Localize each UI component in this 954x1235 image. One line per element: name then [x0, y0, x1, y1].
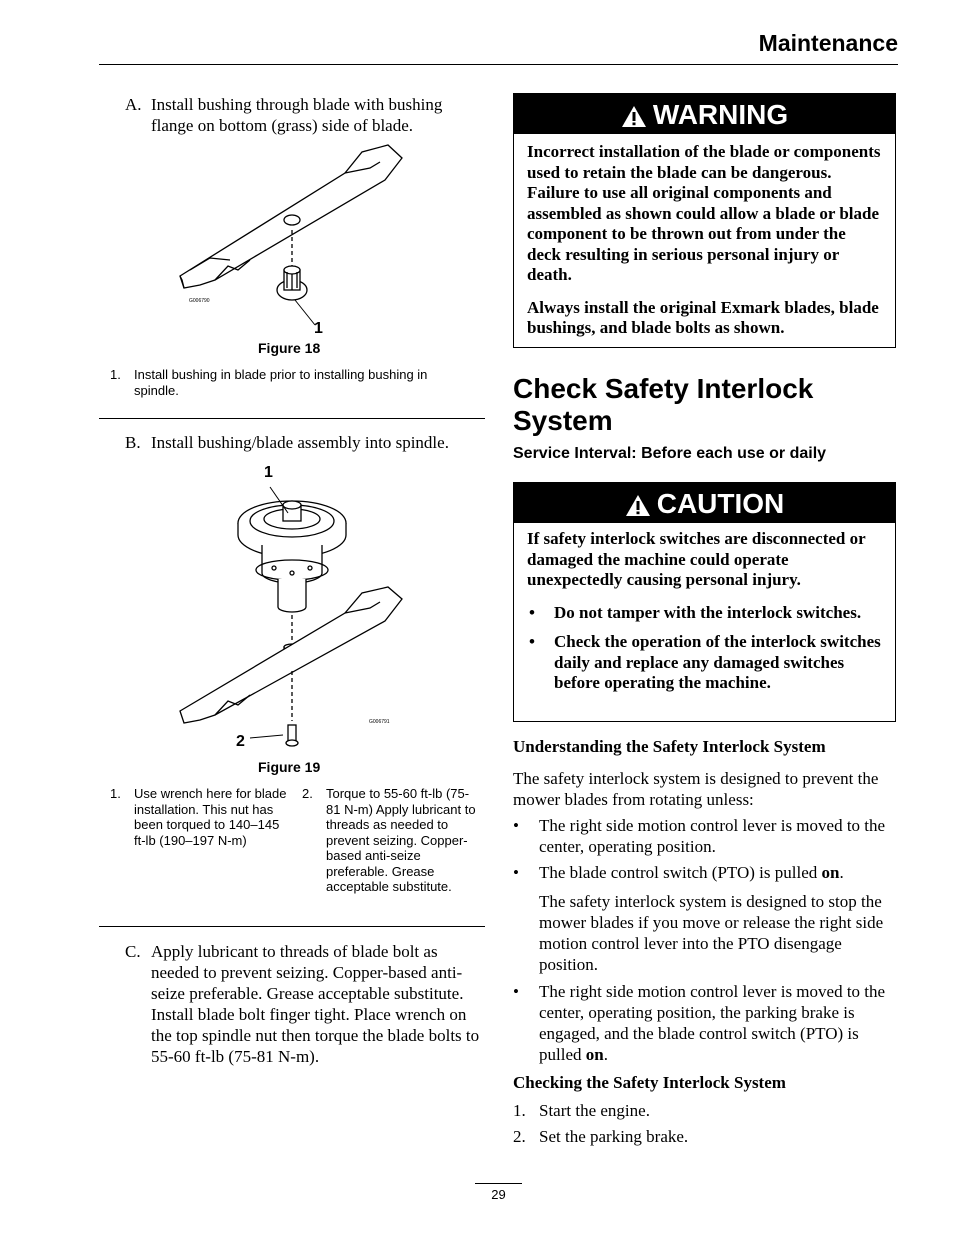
- warning-paragraph: Incorrect installation of the blade or components used to retain the blade can be dangerous. Failure to use all original components and assembled as shown could allow a blade or blade component to be thrown out from under the deck resulting in serious personal injury or death.: [527, 142, 881, 284]
- interlock-bullet-text: [539, 862, 899, 883]
- caution-triangle-icon: [625, 494, 651, 517]
- warning-box: [513, 93, 896, 348]
- step-number: 1.: [513, 1101, 526, 1120]
- step-text: Set the parking brake.: [539, 1127, 689, 1146]
- figure-19-callout-2: 2: [236, 733, 245, 750]
- figure-19-code: G006791: [369, 719, 390, 725]
- figure-19-caption: Figure 19: [258, 759, 321, 775]
- note-text: Use wrench here for blade installation. This nut has been torqued to 140–145 ft-lb (190–197 N-m): [134, 786, 287, 848]
- section-header: Maintenance: [758, 30, 898, 56]
- bullet-dot: •: [513, 982, 519, 1001]
- note-text: Install bushing in blade prior to installing bushing in spindle.: [134, 367, 428, 398]
- interlock-bullet-3: [513, 981, 899, 1065]
- step-a-text: Install bushing through blade with bushing flange on bottom (grass) side of blade.: [151, 95, 443, 135]
- understanding-intro: The safety interlock system is designed to prevent the mower blades from rotating unless:: [513, 769, 879, 809]
- figure-18-caption: Figure 18: [258, 340, 321, 356]
- caution-intro: If safety interlock switches are disconnected or damaged the machine could operate unexpectedly causing personal injury.: [527, 529, 866, 589]
- text-part: .: [839, 863, 844, 882]
- page-number: 29: [491, 1187, 506, 1202]
- note-text: Torque to 55-60 ft-lb (75-81 N-m) Apply lubricant to threads as needed to prevent seizing. Copper-based anti-seize preferable. Grease acceptable substitute.: [326, 786, 476, 894]
- figure-18-callout-1: 1: [314, 320, 323, 337]
- interlock-bullet-text: [539, 981, 899, 1065]
- warning-triangle-icon: [621, 105, 647, 128]
- warning-paragraph: Always install the original Exmark blades, blade bushings, and blade bolts as shown.: [527, 297, 879, 337]
- figure-18-blade-illustration: [170, 140, 420, 340]
- warning-title: WARNING: [652, 99, 789, 130]
- warning-body: [514, 134, 895, 339]
- caution-bullet-text: Check the operation of the interlock switches daily and replace any damaged switches before operating the machine.: [554, 632, 881, 692]
- step-c-label: C.: [125, 942, 141, 961]
- figure-18-note-1: [110, 367, 470, 398]
- step-a-label: A.: [125, 95, 142, 114]
- caution-body: [514, 523, 895, 694]
- step-c: [125, 941, 487, 1067]
- figure-19-note-2: [302, 786, 478, 895]
- step-number: 2.: [513, 1127, 526, 1146]
- step-a: [125, 94, 485, 136]
- note-number: 2.: [302, 786, 313, 801]
- text-part: The blade control switch (PTO) is pulled: [539, 863, 822, 882]
- warning-header: [514, 94, 895, 134]
- section-title: Check Safety Interlock System: [513, 373, 814, 436]
- bullet-dot: •: [529, 632, 535, 651]
- note-number: 1.: [110, 786, 121, 801]
- checking-step-1: [513, 1100, 899, 1121]
- note-number: 1.: [110, 367, 121, 382]
- interlock-bullet-text: The right side motion control lever is moved to the center, operating position.: [539, 816, 886, 856]
- understanding-heading: Understanding the Safety Interlock System: [513, 737, 826, 756]
- step-c-text: Apply lubricant to threads of blade bolt as needed to prevent seizing. Copper-based anti-seize preferable. Grease acceptable substitute. Install blade bolt finger tight. Place wrench on the top spindle nut then torque the blade bolts to 55-60 ft-lb (75-81 N-m).: [151, 942, 480, 1066]
- bullet-dot: •: [513, 863, 519, 882]
- caution-bullet: [527, 603, 882, 624]
- bullet-dot: •: [513, 816, 519, 835]
- separator: [99, 418, 485, 419]
- caution-title: CAUTION: [656, 488, 785, 519]
- step-b-label: B.: [125, 433, 141, 452]
- step-b-text: Install bushing/blade assembly into spindle.: [151, 433, 449, 452]
- checking-heading: Checking the Safety Interlock System: [513, 1073, 786, 1092]
- step-b: [125, 432, 485, 453]
- step-text: Start the engine.: [539, 1101, 650, 1120]
- figure-19-note-1: [110, 786, 288, 848]
- text-emphasis: on: [821, 863, 840, 882]
- text-emphasis: on: [585, 1045, 604, 1064]
- figure-18-code: G006790: [189, 298, 210, 304]
- checking-step-2: [513, 1126, 899, 1147]
- stop-paragraph: The safety interlock system is designed to stop the mower blades if you move or release the right side motion control lever into the PTO disengage position.: [539, 892, 884, 974]
- caution-box: [513, 482, 896, 722]
- separator: [99, 926, 485, 927]
- text-part: The right side motion control lever is moved to the center, operating position, the parking brake is engaged, and the blade control switch (PTO) is pulled: [539, 982, 886, 1064]
- header-rule: [99, 64, 898, 65]
- text-part: .: [603, 1045, 608, 1064]
- bullet-dot: •: [529, 602, 535, 622]
- caution-bullet-text: Do not tamper with the interlock switches.: [554, 602, 862, 622]
- interlock-bullet-1: [513, 815, 899, 857]
- figure-19-spindle-illustration: [170, 475, 430, 760]
- interlock-bullet-2: [513, 862, 899, 883]
- service-interval: Service Interval: Before each use or daily: [513, 445, 827, 462]
- caution-header: [514, 483, 895, 523]
- page-number-rule: [475, 1183, 522, 1184]
- figure-19-callout-1: 1: [264, 464, 273, 481]
- caution-bullet: [527, 632, 882, 694]
